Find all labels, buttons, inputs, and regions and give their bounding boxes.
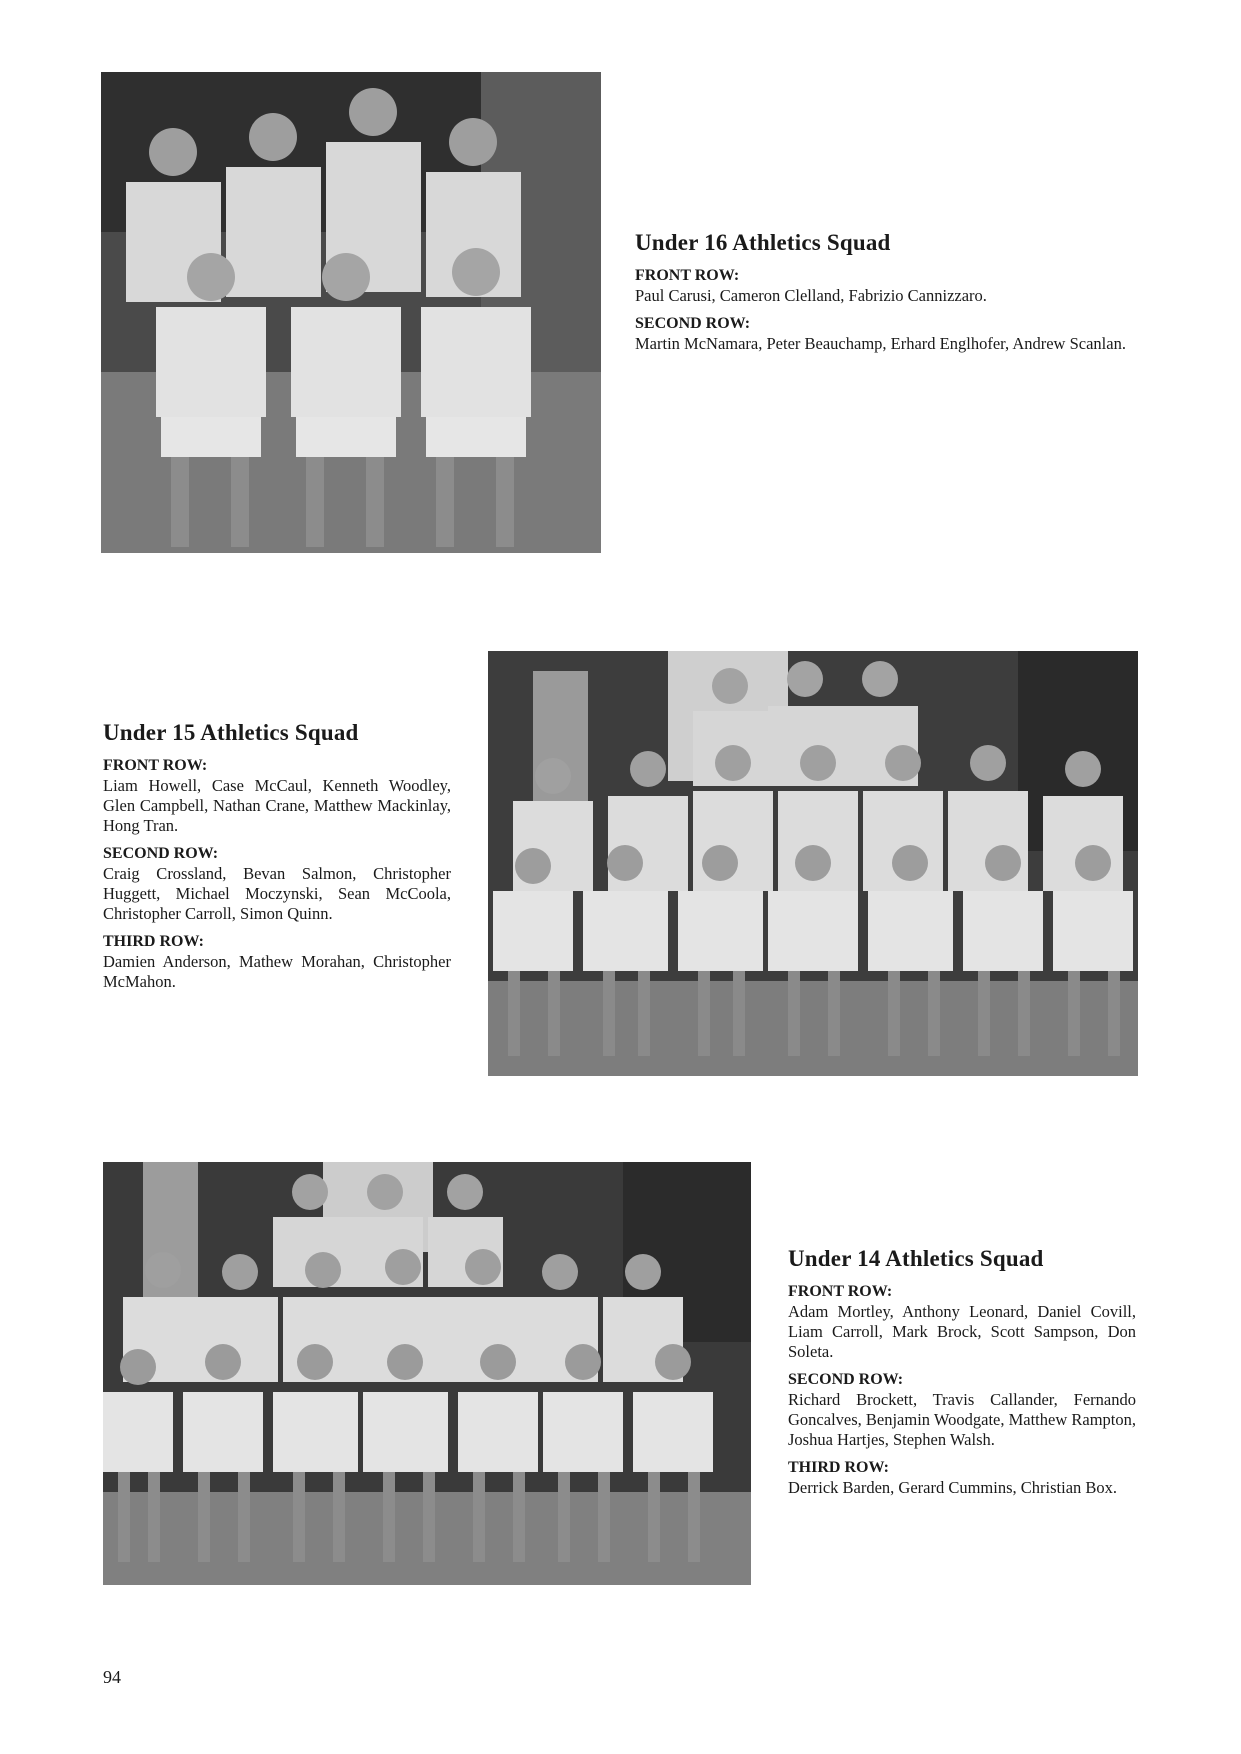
row-names: Craig Crossland, Bevan Salmon, Christopher Huggett, Michael Moczynski, Sean McCoola, Christopher Carroll, Simon Quinn. xyxy=(103,864,451,923)
row-heading: FRONT ROW: xyxy=(788,1283,893,1300)
squad-title: Under 16 Athletics Squad xyxy=(635,230,891,255)
under14-caption xyxy=(788,1246,1136,1506)
squad-title: Under 15 Athletics Squad xyxy=(103,720,359,745)
row-names: Adam Mortley, Anthony Leonard, Daniel Covill, Liam Carroll, Mark Brock, Scott Sampson, Don Soleta. xyxy=(788,1302,1136,1361)
row-heading: SECOND ROW: xyxy=(788,1371,904,1388)
page-number: 94 xyxy=(103,1667,121,1687)
under15-team-photo xyxy=(488,651,1138,1076)
under15-caption xyxy=(103,720,451,1000)
under16-caption xyxy=(635,230,1135,362)
row-heading: FRONT ROW: xyxy=(103,757,208,774)
row-names: Derrick Barden, Gerard Cummins, Christian Box. xyxy=(788,1478,1118,1497)
row-names: Damien Anderson, Mathew Morahan, Christopher McMahon. xyxy=(103,952,451,991)
row-names: Paul Carusi, Cameron Clelland, Fabrizio Cannizzaro. xyxy=(635,286,987,305)
row-heading: SECOND ROW: xyxy=(103,845,219,862)
row-heading: FRONT ROW: xyxy=(635,267,740,284)
row-heading: SECOND ROW: xyxy=(635,315,751,332)
squad-title: Under 14 Athletics Squad xyxy=(788,1246,1044,1271)
row-names: Liam Howell, Case McCaul, Kenneth Woodley, Glen Campbell, Nathan Crane, Matthew Mackinlay, Hong Tran. xyxy=(103,776,451,835)
under14-team-photo xyxy=(103,1162,751,1585)
row-heading: THIRD ROW: xyxy=(788,1459,889,1476)
row-heading: THIRD ROW: xyxy=(103,933,204,950)
row-names: Richard Brockett, Travis Callander, Fernando Goncalves, Benjamin Woodgate, Matthew Rampton, Joshua Hartjes, Stephen Walsh. xyxy=(788,1390,1137,1449)
row-names: Martin McNamara, Peter Beauchamp, Erhard Englhofer, Andrew Scanlan. xyxy=(635,334,1126,353)
under16-team-photo xyxy=(101,72,601,553)
